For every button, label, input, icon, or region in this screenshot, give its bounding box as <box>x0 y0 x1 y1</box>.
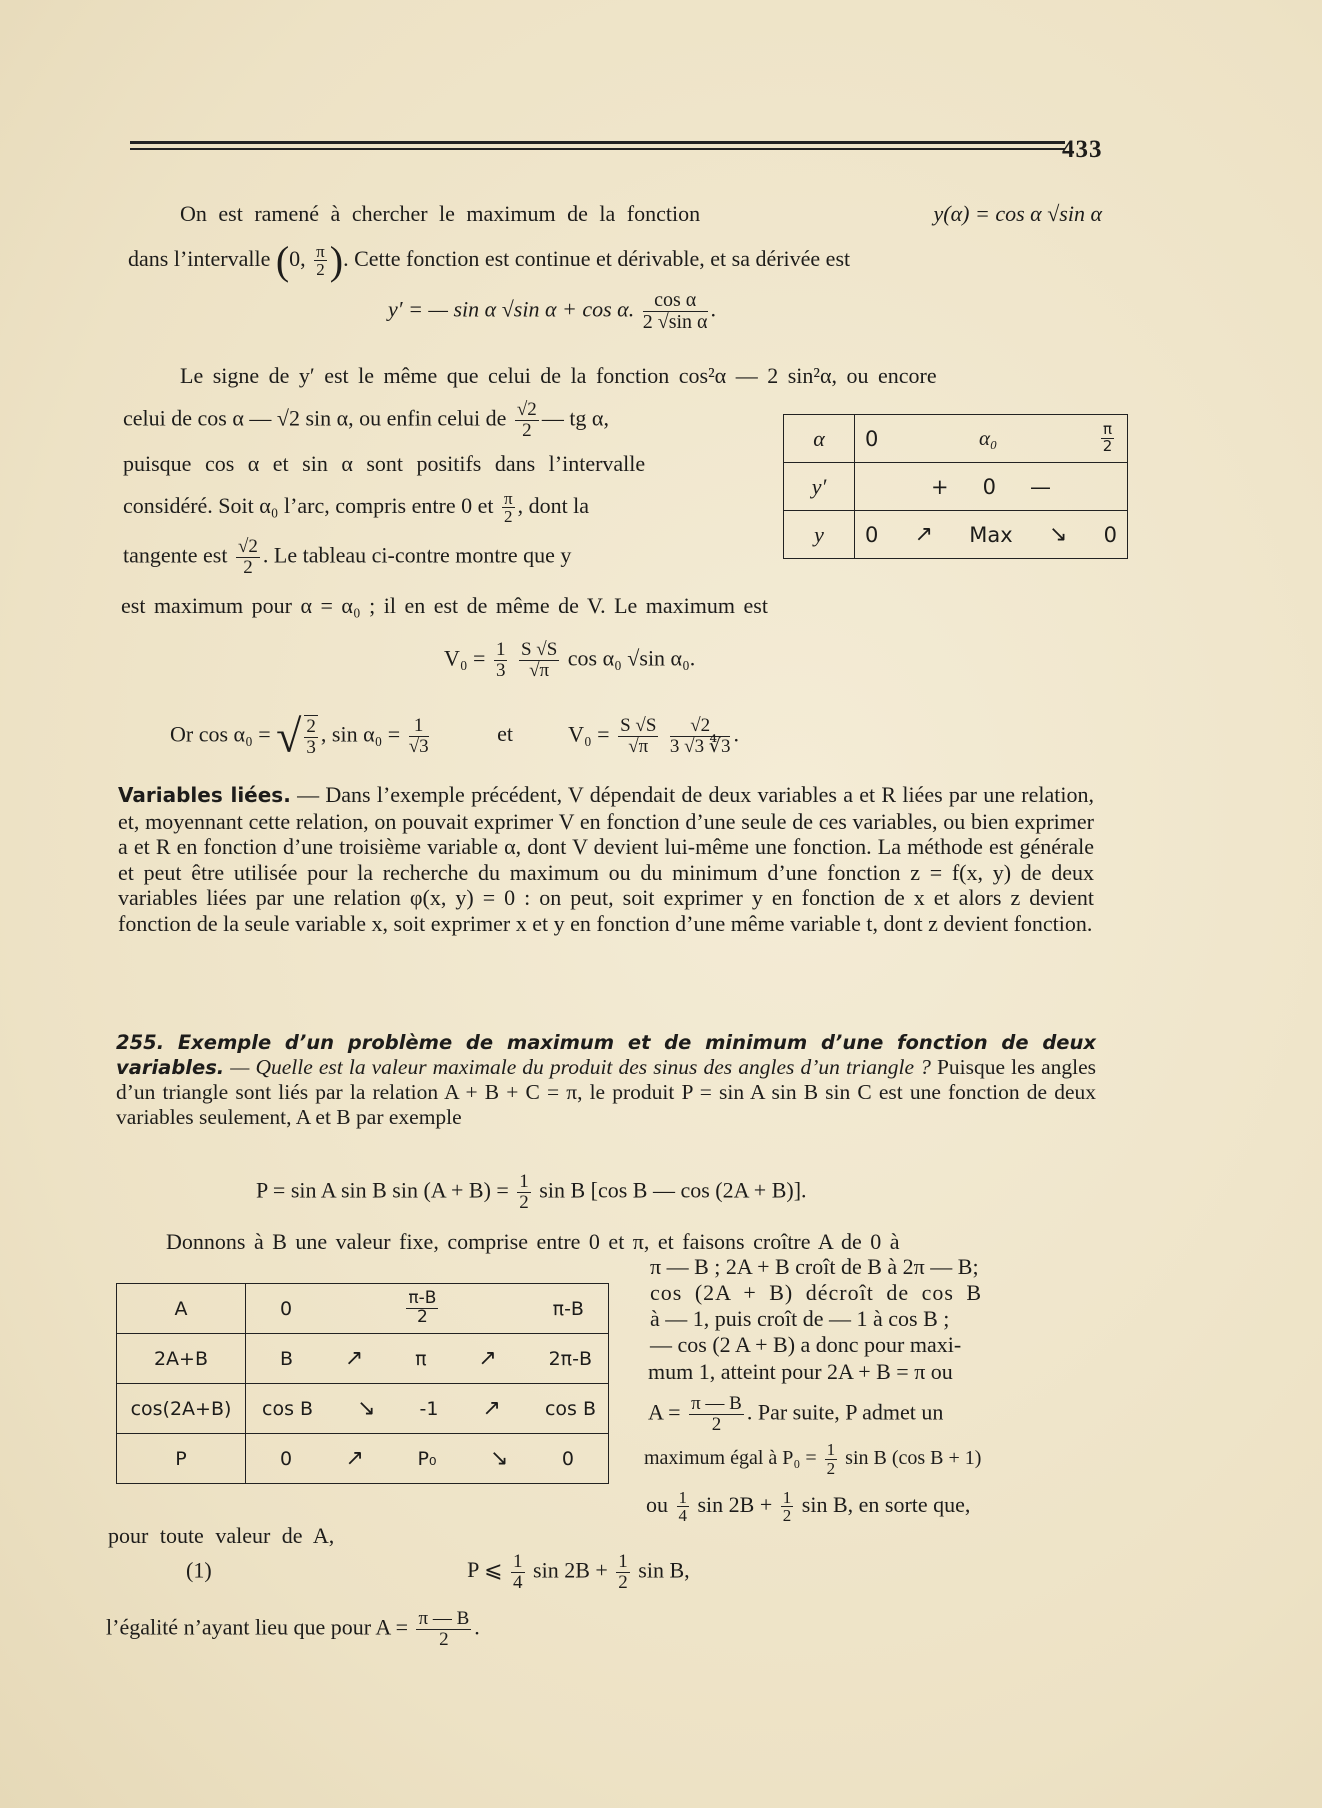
t2-P-2: P₀ <box>417 1447 437 1470</box>
arrow-down-icon: ↘ <box>489 1446 509 1471</box>
section-255-title: 255. Exemple d’un problème de maximum et de minimum d’une fonction de deux variables. <box>116 1031 1096 1079</box>
arrow-up-icon: ↗ <box>914 522 934 547</box>
r6-b: . Par suite, P admet un <box>746 1399 944 1425</box>
text-line-9: est maximum pour α = α₀ ; il en est de même de V. Le maximum est <box>121 593 768 618</box>
v0-frac-2: $\frac{S √S}{√\pi}$ <box>520 639 558 681</box>
header-rule-bottom <box>130 148 1065 150</box>
line7-fraction: $\frac{\pi}{2}$ <box>503 488 513 527</box>
t1-yp-0: + <box>931 474 949 499</box>
variation-table-alpha <box>783 414 1128 559</box>
t2-P-0: 0 <box>280 1447 293 1470</box>
t1-yp-1: 0 <box>982 474 996 499</box>
line8-text-b: . Le tableau ci-contre montre que y <box>262 542 572 568</box>
or-end: . <box>733 721 739 747</box>
right-col-line-5: mum 1, atteint pour 2A + B = π ou <box>648 1359 953 1384</box>
text-line-7 <box>123 488 589 526</box>
page-number: 433 <box>1062 136 1103 163</box>
table1-head-alpha: α <box>784 415 855 463</box>
r7-frac: $\frac{1}{2}$ <box>826 1440 836 1478</box>
r8-frac-2: $\frac{1}{2}$ <box>782 1487 792 1526</box>
table1-row-y <box>784 511 1128 559</box>
or-v0-frac-1: $\frac{S √S}{√\pi}$ <box>620 715 657 757</box>
header-rule-top <box>130 141 1065 144</box>
right-col-line-8 <box>646 1487 970 1525</box>
table2-cells-cos <box>246 1384 609 1434</box>
or-formula-line <box>170 710 739 762</box>
r7-b: sin B (cos B + 1) <box>845 1447 982 1469</box>
p-eq-rhs: sin B [cos B — cos (2A + B)]. <box>539 1177 807 1203</box>
deriv-fraction: $\frac{\text{cos α}}{\text{2 √sin α}}$ <box>642 289 708 333</box>
r8-a: ou <box>646 1492 668 1517</box>
t1-a-0: 0 <box>865 426 879 451</box>
r7-a: maximum égal à P₀ = <box>644 1447 817 1469</box>
section-255-body: Puisque les angles d’un triangle sont liés par la relation A + B + C = π, le produit P = sin A sin B sin C est une fonction de deux variables seulement, A et B par exemple <box>116 1055 1096 1129</box>
line2-text-a: dans l’intervalle <box>128 246 271 271</box>
table1-row-yprime <box>784 463 1128 511</box>
r8-c: sin B, en sorte que, <box>801 1492 971 1517</box>
t2-cos-0: cos B <box>262 1397 314 1420</box>
text-line-1 <box>180 196 1102 232</box>
ineq-frac-2: $\frac{1}{2}$ <box>618 1551 628 1593</box>
donnons-line: Donnons à B une valeur fixe, comprise entre 0 et π, et faisons croître A de 0 à <box>166 1229 900 1254</box>
right-col-line-6 <box>648 1394 943 1435</box>
deriv-lhs: y′ = — sin α √sin α + cos α. <box>388 296 635 322</box>
text-line-4: Le signe de y′ est le même que celui de la fonction cos²α — 2 sin²α, ou encore <box>180 363 937 388</box>
text-line-6: puisque cos α et sin α sont positifs dans l’intervalle <box>123 451 646 476</box>
r8-b: sin 2B + <box>697 1492 773 1517</box>
arrow-down-icon: ↘ <box>1048 522 1068 547</box>
last-line <box>106 1609 480 1650</box>
arrow-up-icon: ↗ <box>345 1446 364 1471</box>
table2-cells-2AB <box>246 1334 609 1384</box>
table1-cells-alpha <box>855 415 1128 463</box>
or-v0-frac-2: $\frac{√2}{3 √3 ∜3}$ <box>669 715 731 757</box>
t2-A-0: 0 <box>280 1297 293 1320</box>
last-end: . <box>474 1614 480 1640</box>
p-eq-lhs: P = sin A sin B sin (A + B) = <box>256 1177 509 1203</box>
ineq-frac-1: $\frac{1}{4}$ <box>513 1551 523 1593</box>
table2-head-A: A <box>117 1284 246 1334</box>
table1 <box>783 414 1128 559</box>
v0-lhs: V₀ = <box>444 645 486 671</box>
line5-text-a: celui de cos α — √2 sin α, ou enfin celui de <box>123 405 507 431</box>
v0-formula <box>444 640 695 681</box>
p-equation <box>256 1172 807 1213</box>
v0-frac-1: $\frac{1}{3}$ <box>495 639 506 681</box>
section-255-paragraph <box>116 1030 1096 1130</box>
table2-row-P <box>117 1434 609 1484</box>
interval-close: ) <box>329 237 344 283</box>
sqrt-radical-icon: √ <box>276 710 302 762</box>
t2-A-4: π-B <box>552 1297 584 1320</box>
last-a: l’égalité n’ayant lieu que pour A = <box>106 1614 408 1640</box>
r8-frac-1: $\frac{1}{4}$ <box>678 1487 687 1526</box>
t1-yp-2: — <box>1029 474 1051 499</box>
line8-fraction: $\frac{√2}{2}$ <box>237 536 258 578</box>
table2-head-2AB: 2A+B <box>117 1334 246 1384</box>
table2-cells-A <box>246 1284 609 1334</box>
text-line-5 <box>123 400 609 441</box>
ineq-mid: sin 2B + <box>533 1557 608 1583</box>
t2-A-mid: $\frac{\pi-B}{2}$ <box>408 1288 437 1327</box>
interval-open: ( <box>275 237 290 283</box>
table2-row-2AB <box>117 1334 609 1384</box>
ineq-rhs: sin B, <box>638 1557 690 1583</box>
table2-head-cos: cos(2A+B) <box>117 1384 246 1434</box>
or-sin: , sin α₀ = <box>320 721 401 747</box>
line7-text-b: , dont la <box>517 493 590 518</box>
t1-y-0: 0 <box>865 522 879 547</box>
variables-liees-body: — Dans l’exemple précédent, V dépendait de deux variables a et R liées par une relation, et, moyennant cette relation, on pouvait exprimer V en fonction d’une seule de ces variables, ou bien exprimer a et R en fonction d’une troisième variable α, dont V devient lui-même une fonction. La méthode est générale et peut être utilisée pour la recherche du maximum ou du minimum d’une fonction z = f(x, y) de deux variables liées par une relation φ(x, y) = 0 : on peut, soit exprimer y en fonction de x et alors z devient fonction de la seule variable x, soit exprimer x et y en fonction d’une même variable t, dont z devient fonction. <box>118 782 1094 936</box>
variables-liees-title: Variables liées. <box>118 783 291 807</box>
or-sin-frac: $\frac{1}{√3}$ <box>408 715 429 757</box>
last-frac: $\frac{\pi — B}{2}$ <box>418 1608 470 1650</box>
t2-2AB-2: π <box>415 1347 427 1370</box>
t1-a-1: α₀ <box>979 426 998 450</box>
table2-head-P: P <box>117 1434 246 1484</box>
right-col-line-4: — cos (2 A + B) a donc pour maxi- <box>650 1332 962 1357</box>
variation-table-A <box>116 1283 609 1484</box>
ineq-label: (1) <box>186 1557 212 1583</box>
arrow-up-icon: ↗ <box>482 1396 501 1421</box>
line8-text-a: tangente est <box>123 542 228 568</box>
table1-head-y: y <box>784 511 855 559</box>
interval-pi-over-2: $\frac{\pi}{2}$ <box>316 241 325 280</box>
v0-rhs: cos α₀ √sin α₀. <box>567 645 696 671</box>
table1-row-alpha <box>784 415 1128 463</box>
t1-y-4: 0 <box>1103 522 1117 547</box>
table2-row-cos <box>117 1384 609 1434</box>
deriv-end: . <box>710 296 717 322</box>
line1-formula: y(α) = cos α √sin α <box>933 201 1102 226</box>
line5-fraction: $\frac{√2}{2}$ <box>516 399 537 441</box>
p-eq-frac: $\frac{1}{2}$ <box>519 1171 529 1213</box>
or-et: et <box>497 721 514 747</box>
text-line-8 <box>123 537 571 578</box>
r6-frac: $\frac{\pi — B}{2}$ <box>691 1393 742 1435</box>
variables-liees-paragraph <box>118 782 1094 936</box>
line5-text-b: — tg α, <box>541 405 609 431</box>
t1-y-max: Max <box>969 522 1013 547</box>
line1-text: On est ramené à chercher le maximum de la fonction <box>180 201 701 226</box>
interval-zero: 0, <box>289 246 306 271</box>
table1-cells-yprime <box>855 463 1128 511</box>
r6-a: A = <box>648 1399 681 1425</box>
text-line-2 <box>128 237 851 283</box>
or-sqrt-frac: $\frac{2}{3}$ <box>306 716 316 758</box>
t2-P-4: 0 <box>561 1447 574 1470</box>
t1-a-pi2: $\frac{\pi}{2}$ <box>1102 420 1113 455</box>
t2-2AB-0: B <box>280 1347 294 1370</box>
line2-text-b: . Cette fonction est continue et dérivable, et sa dérivée est <box>343 246 851 271</box>
arrow-up-icon: ↗ <box>478 1346 497 1371</box>
t2-cos-4: cos B <box>544 1397 596 1420</box>
or-label: Or cos α₀ = <box>170 721 271 747</box>
table2 <box>116 1283 609 1484</box>
ineq-lhs: P ⩽ <box>467 1557 503 1583</box>
table1-cells-y <box>855 511 1128 559</box>
arrow-down-icon: ↘ <box>357 1396 376 1421</box>
right-col-line-7 <box>644 1440 981 1478</box>
table1-head-yprime: y′ <box>784 463 855 511</box>
t2-cos-2: -1 <box>419 1397 439 1420</box>
right-col-line-3: à — 1, puis croît de — 1 à cos B ; <box>650 1306 950 1331</box>
table2-row-A <box>117 1284 609 1334</box>
line7-text-a: considéré. Soit α₀ l’arc, compris entre 0 et <box>123 493 494 518</box>
derivative-formula <box>388 290 716 333</box>
inequality-1 <box>186 1552 786 1593</box>
pour-line: pour toute valeur de A, <box>108 1523 335 1548</box>
table2-cells-P <box>246 1434 609 1484</box>
arrow-up-icon: ↗ <box>344 1346 364 1371</box>
section-255-question: — Quelle est la valeur maximale du produit des sinus des angles d’un triangle ? <box>230 1055 931 1079</box>
right-col-line-2: cos (2A + B) décroît de cos B <box>650 1280 983 1305</box>
or-v0: V₀ = <box>568 721 610 747</box>
t2-2AB-4: 2π-B <box>548 1347 592 1370</box>
right-col-line-1: π — B ; 2A + B croît de B à 2π — B; <box>650 1254 979 1279</box>
